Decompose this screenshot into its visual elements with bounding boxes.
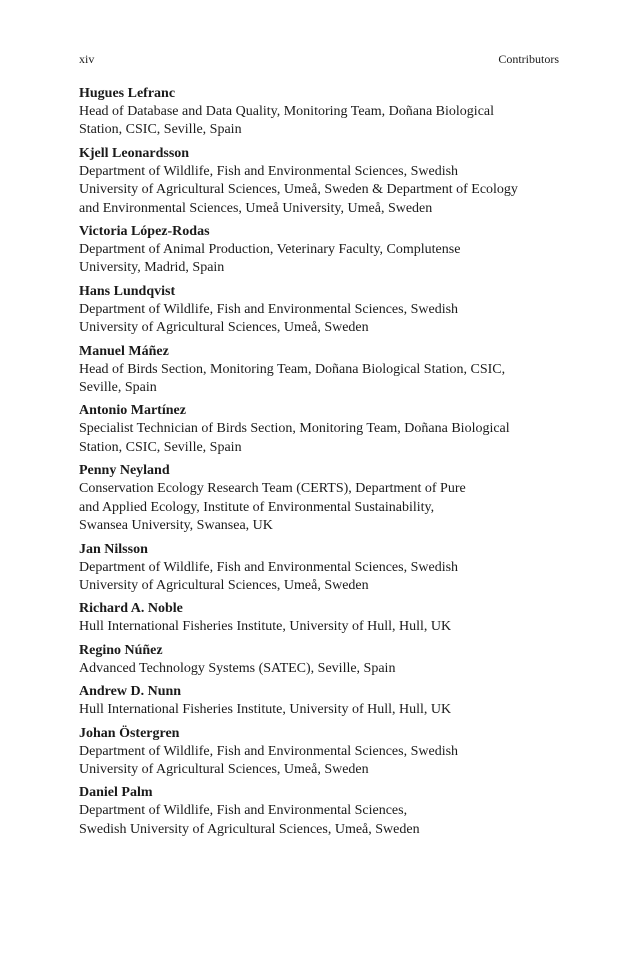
- contributor-affiliation-line: Hull International Fisheries Institute, University of Hull, Hull, UK: [79, 619, 452, 635]
- contributor-affiliation-line: and Environmental Sciences, Umeå University, Umeå, Sweden: [79, 200, 433, 216]
- contributor-affiliation-line: University of Agricultural Sciences, Umeå, Sweden: [79, 761, 369, 777]
- contributor-entry: [79, 402, 559, 457]
- contributor-entry: [79, 223, 559, 278]
- contributor-affiliation-line: Advanced Technology Systems (SATEC), Seville, Spain: [79, 660, 396, 676]
- page-number: xiv: [79, 52, 95, 66]
- running-section-title: Contributors: [498, 52, 559, 66]
- contributor-name: Kjell Leonardsson: [79, 145, 190, 161]
- contributor-entry: [79, 85, 559, 140]
- contributor-affiliation-line: Specialist Technician of Birds Section, Monitoring Team, Doñana Biological: [79, 421, 510, 437]
- contributor-affiliation-line: University of Agricultural Sciences, Umeå, Sweden: [79, 320, 369, 336]
- contributor-affiliation-line: Department of Wildlife, Fish and Environmental Sciences, Swedish: [79, 163, 459, 179]
- contributor-name: Victoria López-Rodas: [79, 224, 210, 240]
- contributor-affiliation-line: Station, CSIC, Seville, Spain: [79, 439, 242, 455]
- contributors-list: [79, 85, 559, 844]
- contributor-name: Jan Nilsson: [79, 541, 148, 557]
- contributor-affiliation-line: Swedish University of Agricultural Sciences, Umeå, Sweden: [79, 821, 420, 837]
- contributor-name: Richard A. Noble: [79, 601, 183, 617]
- contributor-entry: [79, 600, 559, 636]
- contributor-affiliation-line: Conservation Ecology Research Team (CERTS), Department of Pure: [79, 481, 466, 497]
- contributor-entry: [79, 145, 559, 218]
- contributor-affiliation-line: Department of Wildlife, Fish and Environmental Sciences, Swedish: [79, 743, 459, 759]
- contributor-affiliation-line: University of Agricultural Sciences, Umeå, Sweden: [79, 577, 369, 593]
- contributor-entry: [79, 343, 559, 398]
- contributor-name: Hans Lundqvist: [79, 283, 176, 299]
- contributor-name: Regino Núñez: [79, 642, 163, 658]
- contributor-name: Hugues Lefranc: [79, 86, 176, 101]
- contributor-name: Manuel Máñez: [79, 343, 169, 359]
- contributor-affiliation-line: Head of Database and Data Quality, Monitoring Team, Doñana Biological: [79, 104, 495, 119]
- contributor-affiliation-line: Seville, Spain: [79, 380, 157, 396]
- contributor-affiliation-line: and Applied Ecology, Institute of Environmental Sustainability,: [79, 499, 435, 515]
- contributor-entry: [79, 283, 559, 338]
- page-header: [79, 52, 559, 66]
- contributor-name: Daniel Palm: [79, 785, 153, 801]
- contributor-affiliation-line: Department of Wildlife, Fish and Environmental Sciences, Swedish: [79, 301, 459, 317]
- contributor-name: Penny Neyland: [79, 463, 170, 479]
- contributor-affiliation-line: Head of Birds Section, Monitoring Team, Doñana Biological Station, CSIC,: [79, 361, 506, 377]
- contributor-affiliation-line: Swansea University, Swansea, UK: [79, 518, 273, 534]
- contributor-name: Andrew D. Nunn: [79, 684, 182, 700]
- contributor-affiliation-line: Department of Wildlife, Fish and Environmental Sciences, Swedish: [79, 559, 459, 575]
- contributor-entry: [79, 642, 559, 678]
- contributor-entry: [79, 683, 559, 719]
- contributor-affiliation-line: University, Madrid, Spain: [79, 260, 225, 276]
- contributor-name: Johan Östergren: [79, 725, 180, 741]
- contributor-name: Antonio Martínez: [79, 403, 186, 419]
- contributor-entry: [79, 725, 559, 780]
- contributor-entry: [79, 541, 559, 596]
- contributor-affiliation-line: Department of Animal Production, Veterinary Faculty, Complutense: [79, 242, 461, 258]
- contributor-affiliation-line: Hull International Fisheries Institute, University of Hull, Hull, UK: [79, 702, 452, 718]
- contributor-affiliation-line: Department of Wildlife, Fish and Environmental Sciences,: [79, 803, 408, 819]
- contributor-affiliation-line: Station, CSIC, Seville, Spain: [79, 122, 242, 138]
- contributor-affiliation-line: University of Agricultural Sciences, Umeå, Sweden & Department of Ecology: [79, 182, 518, 198]
- contributor-entry: [79, 784, 559, 839]
- contributor-entry: [79, 462, 559, 535]
